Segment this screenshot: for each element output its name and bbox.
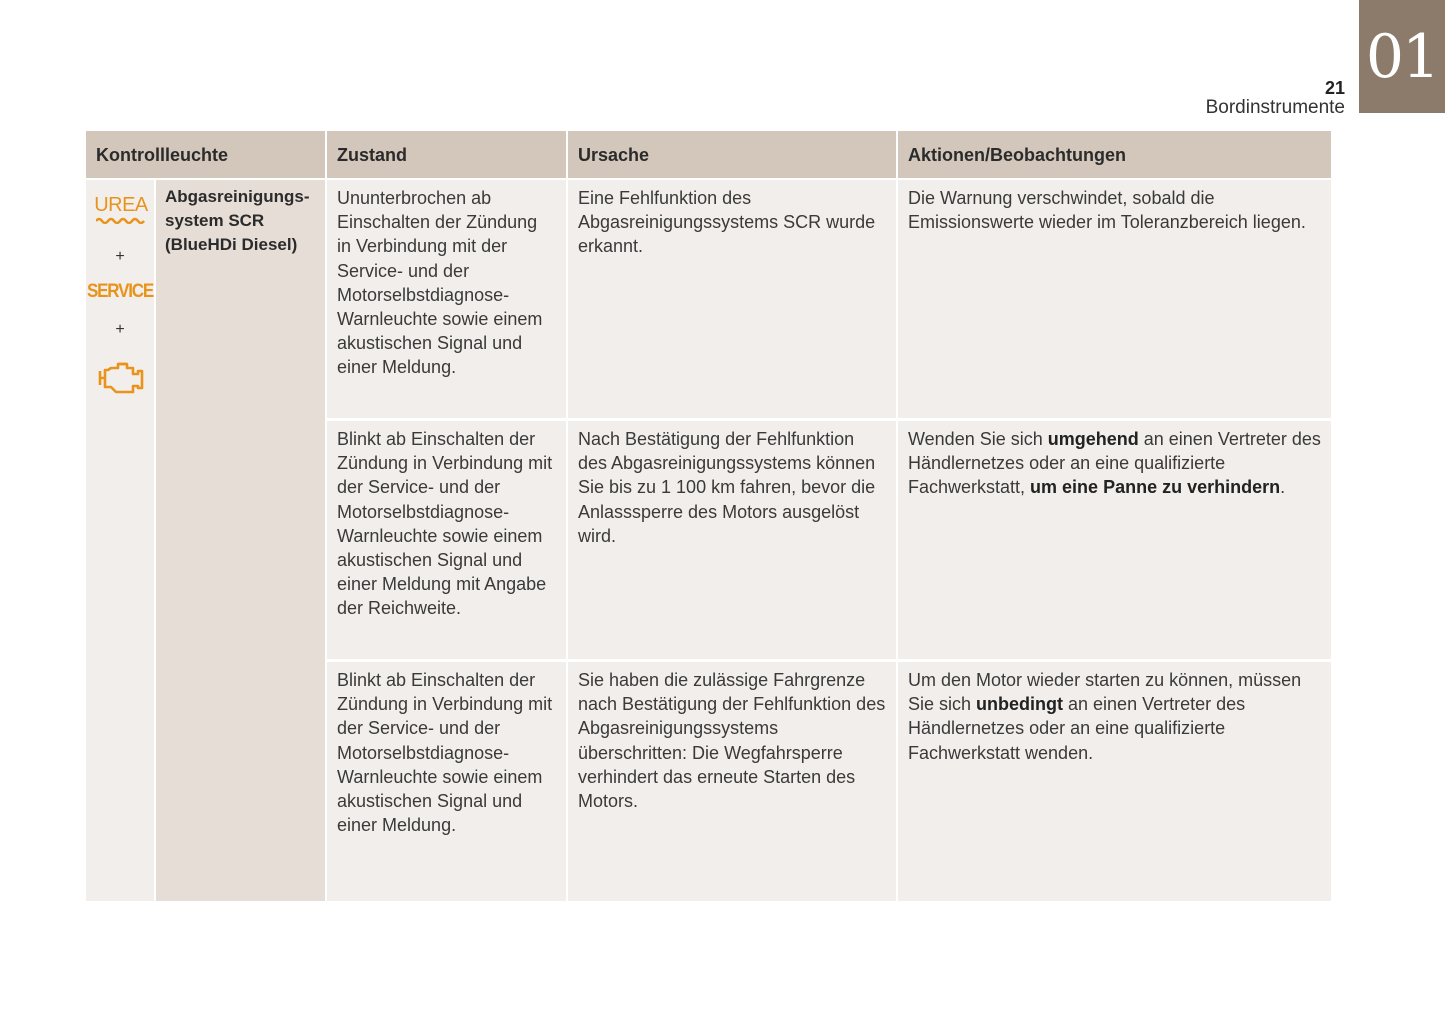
column-header-zustand: Zustand bbox=[327, 131, 566, 178]
page-number: 21 bbox=[1324, 78, 1345, 98]
urea-icon bbox=[92, 194, 150, 224]
row-2-ursache: Nach Bestätigung der Fehlfunktion des Abgasreinigungssystems können Sie bis zu 1 100 km fahren, bevor die Anlasssperre des Motors ausgelöst wird. bbox=[568, 421, 896, 659]
plus-sign: + bbox=[115, 248, 125, 265]
row-2-aktion-emphasis: um eine Panne zu verhindern bbox=[1030, 477, 1281, 498]
row-2-aktion bbox=[898, 421, 1331, 659]
service-icon: SERVICE bbox=[87, 279, 153, 302]
urea-label: UREA bbox=[94, 194, 148, 216]
row-2-aktion-text: Wenden Sie sich bbox=[908, 429, 1048, 449]
row-3-aktion-text: an einen Vertreter des Händlernetzes oder an eine qualifizierte Fachwerkstatt wenden. bbox=[908, 694, 1246, 763]
column-header-aktionen: Aktionen/Beobachtungen bbox=[898, 131, 1331, 178]
chapter-tab bbox=[1359, 0, 1445, 113]
plus-sign: + bbox=[115, 321, 125, 338]
urea-wave-icon bbox=[96, 216, 146, 224]
column-header-kontrollleuchte: Kontrollleuchte bbox=[86, 131, 325, 178]
row-2-aktion-text: . bbox=[1280, 477, 1286, 498]
section-title: Bordinstrumente bbox=[1205, 97, 1345, 118]
row-3-zustand: Blinkt ab Einschalten der Zündung in Verbindung mit der Service- und der Motorselbstdiagnose-Warnleuchte sowie einem akustischen Signal und einer Meldung. bbox=[327, 662, 566, 901]
row-3-ursache: Sie haben die zulässige Fahrgrenze nach Bestätigung der Fehlfunktion des Abgasreinigungssystems überschritten: Die Wegfahrsperre verhindert das erneute Starten des Motors. bbox=[568, 662, 896, 901]
row-3-aktion-text: Um den Motor wieder starten zu können, müssen Sie sich bbox=[908, 670, 1302, 715]
row-2-zustand: Blinkt ab Einschalten der Zündung in Verbindung mit der Service- und der Motorselbstdiagnose-Warnleuchte sowie einem akustischen Signal und einer Meldung mit Angabe der Reichweite. bbox=[327, 421, 566, 659]
row-1-ursache: Eine Fehlfunktion des Abgasreinigungssystems SCR wurde erkannt. bbox=[568, 180, 896, 418]
engine-icon bbox=[97, 358, 145, 396]
row-1-aktion bbox=[898, 180, 1331, 418]
indicator-name: Abgasreinigungs-system SCR (BlueHDi Diesel) bbox=[156, 180, 325, 901]
row-2-aktion-emphasis: umgehend bbox=[1047, 429, 1139, 449]
row-1-aktion-text: Die Warnung verschwindet, sobald die Emissionswerte wieder im Toleranzbereich liegen. bbox=[908, 188, 1306, 233]
chapter-number: 01 bbox=[1365, 21, 1439, 92]
row-3-aktion-emphasis: unbedingt bbox=[976, 694, 1064, 715]
row-1-zustand: Ununterbrochen ab Einschalten der Zündung in Verbindung mit der Service- und der Motorselbstdiagnose-Warnleuchte sowie einem akustischen Signal und einer Meldung. bbox=[327, 180, 566, 418]
row-2-aktion-text: an einen Vertreter des Händlernetzes oder an eine qualifizierte Fachwerkstatt, bbox=[908, 429, 1321, 498]
column-header-ursache: Ursache bbox=[568, 131, 896, 178]
indicator-icon-column bbox=[86, 180, 154, 901]
row-3-aktion bbox=[898, 662, 1331, 901]
